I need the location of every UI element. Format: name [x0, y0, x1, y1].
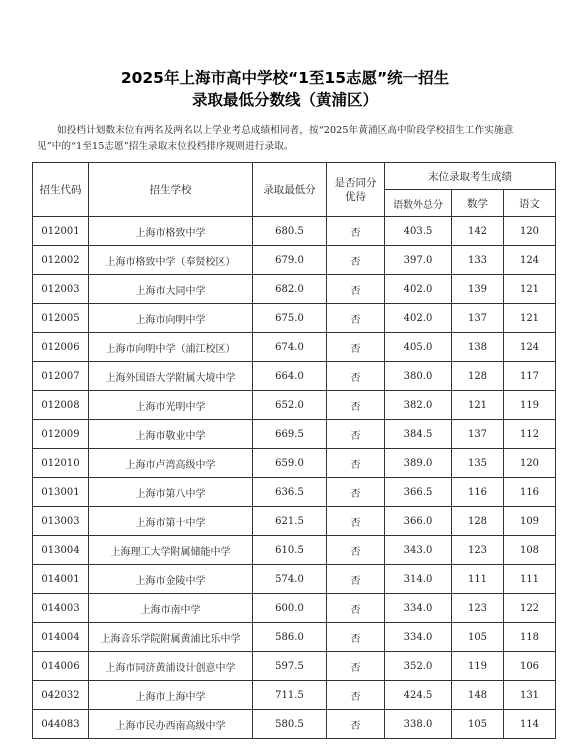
cell-school: 上海市同济黄浦设计创意中学 — [89, 652, 253, 681]
table-row — [33, 304, 556, 333]
cell-math: 148 — [452, 681, 504, 710]
cell-tie-preference: 否 — [327, 304, 385, 333]
cell-school: 上海外国语大学附属大境中学 — [89, 362, 253, 391]
table-row — [33, 536, 556, 565]
cell-tie-preference: 否 — [327, 565, 385, 594]
header-min-score: 录取最低分 — [253, 163, 327, 217]
table-row — [33, 217, 556, 246]
cell-chinese: 106 — [504, 652, 556, 681]
cell-tie-preference: 否 — [327, 275, 385, 304]
cell-min-score: 600.0 — [253, 594, 327, 623]
cell-total-ex-chinese: 402.0 — [385, 275, 452, 304]
table-row — [33, 449, 556, 478]
cell-code: 012010 — [33, 449, 89, 478]
cell-code: 012001 — [33, 217, 89, 246]
cell-tie-preference: 否 — [327, 420, 385, 449]
intro-paragraph: 如投档计划数末位有两名及两名以上学业考总成绩相同者，按“2025年黄浦区高中阶段学校招生工作实施意见”中的“1至15志愿”招生录取末位投档排序规则进行录取。 — [37, 125, 514, 152]
cell-min-score: 680.5 — [253, 217, 327, 246]
table-row — [33, 681, 556, 710]
cell-code: 014001 — [33, 565, 89, 594]
cell-math: 123 — [452, 536, 504, 565]
table-row — [33, 507, 556, 536]
header-code: 招生代码 — [33, 163, 89, 217]
cell-math: 119 — [452, 652, 504, 681]
cell-min-score: 652.0 — [253, 391, 327, 420]
cell-chinese: 122 — [504, 594, 556, 623]
cell-code: 013004 — [33, 536, 89, 565]
cell-total-ex-chinese: 314.0 — [385, 565, 452, 594]
cell-tie-preference: 否 — [327, 623, 385, 652]
table-row — [33, 420, 556, 449]
cell-tie-preference: 否 — [327, 391, 385, 420]
cell-min-score: 664.0 — [253, 362, 327, 391]
cell-chinese: 117 — [504, 362, 556, 391]
cell-math: 142 — [452, 217, 504, 246]
cell-total-ex-chinese: 338.0 — [385, 710, 452, 739]
cell-tie-preference: 否 — [327, 507, 385, 536]
cell-min-score: 610.5 — [253, 536, 327, 565]
cell-total-ex-chinese: 343.0 — [385, 536, 452, 565]
cell-min-score: 679.0 — [253, 246, 327, 275]
cell-chinese: 114 — [504, 710, 556, 739]
cell-math: 123 — [452, 594, 504, 623]
cell-chinese: 119 — [504, 391, 556, 420]
cell-code: 014003 — [33, 594, 89, 623]
cell-min-score: 711.5 — [253, 681, 327, 710]
cell-math: 138 — [452, 333, 504, 362]
document-title-line-2: 录取最低分数线（黄浦区） — [191, 91, 378, 109]
cell-min-score: 621.5 — [253, 507, 327, 536]
cell-total-ex-chinese: 384.5 — [385, 420, 452, 449]
cell-total-ex-chinese: 334.0 — [385, 623, 452, 652]
cell-math: 133 — [452, 246, 504, 275]
cell-tie-preference: 否 — [327, 594, 385, 623]
cell-chinese: 124 — [504, 246, 556, 275]
header-chinese: 语文 — [504, 190, 556, 217]
cell-total-ex-chinese: 382.0 — [385, 391, 452, 420]
cell-chinese: 111 — [504, 565, 556, 594]
cell-total-ex-chinese: 366.0 — [385, 507, 452, 536]
cell-chinese: 131 — [504, 681, 556, 710]
cell-chinese: 112 — [504, 420, 556, 449]
cell-tie-preference: 否 — [327, 449, 385, 478]
cell-total-ex-chinese: 380.0 — [385, 362, 452, 391]
cell-code: 012002 — [33, 246, 89, 275]
cell-math: 128 — [452, 362, 504, 391]
cell-total-ex-chinese: 397.0 — [385, 246, 452, 275]
table-row — [33, 710, 556, 739]
cell-total-ex-chinese: 424.5 — [385, 681, 452, 710]
cell-math: 105 — [452, 623, 504, 652]
cell-tie-preference: 否 — [327, 681, 385, 710]
header-math: 数学 — [452, 190, 504, 217]
cell-school: 上海市光明中学 — [89, 391, 253, 420]
cell-school: 上海市上海中学 — [89, 681, 253, 710]
cell-math: 139 — [452, 275, 504, 304]
cell-code: 012009 — [33, 420, 89, 449]
cell-math: 121 — [452, 391, 504, 420]
cell-tie-preference: 否 — [327, 710, 385, 739]
admission-score-table — [32, 162, 556, 739]
header-school: 招生学校 — [89, 163, 253, 217]
cell-chinese: 109 — [504, 507, 556, 536]
table-row — [33, 275, 556, 304]
cell-math: 135 — [452, 449, 504, 478]
cell-chinese: 108 — [504, 536, 556, 565]
cell-chinese: 121 — [504, 275, 556, 304]
cell-tie-preference: 否 — [327, 362, 385, 391]
cell-min-score: 580.5 — [253, 710, 327, 739]
cell-min-score: 597.5 — [253, 652, 327, 681]
cell-code: 012007 — [33, 362, 89, 391]
cell-chinese: 124 — [504, 333, 556, 362]
table-row — [33, 478, 556, 507]
cell-code: 012008 — [33, 391, 89, 420]
cell-code: 012003 — [33, 275, 89, 304]
cell-chinese: 120 — [504, 217, 556, 246]
cell-code: 014006 — [33, 652, 89, 681]
table-row — [33, 246, 556, 275]
cell-total-ex-chinese: 334.0 — [385, 594, 452, 623]
cell-school: 上海市卢湾高级中学 — [89, 449, 253, 478]
cell-tie-preference: 否 — [327, 246, 385, 275]
cell-math: 111 — [452, 565, 504, 594]
cell-school: 上海市大同中学 — [89, 275, 253, 304]
table-row — [33, 652, 556, 681]
cell-math: 137 — [452, 420, 504, 449]
table-row — [33, 594, 556, 623]
cell-tie-preference: 否 — [327, 217, 385, 246]
cell-min-score: 669.5 — [253, 420, 327, 449]
cell-chinese: 120 — [504, 449, 556, 478]
cell-code: 013001 — [33, 478, 89, 507]
table-body — [33, 217, 556, 739]
cell-code: 012005 — [33, 304, 89, 333]
header-tie-preference: 是否同分优待 — [327, 163, 385, 217]
cell-math: 105 — [452, 710, 504, 739]
cell-school: 上海音乐学院附属黄浦比乐中学 — [89, 623, 253, 652]
cell-math: 116 — [452, 478, 504, 507]
cell-school: 上海市南中学 — [89, 594, 253, 623]
document-title-line-1: 2025年上海市高中学校“1至15志愿”统一招生 — [120, 69, 450, 87]
table-row — [33, 565, 556, 594]
cell-school: 上海市敬业中学 — [89, 420, 253, 449]
cell-school: 上海市民办西南高级中学 — [89, 710, 253, 739]
cell-tie-preference: 否 — [327, 652, 385, 681]
cell-total-ex-chinese: 352.0 — [385, 652, 452, 681]
cell-school: 上海市格致中学 — [89, 217, 253, 246]
cell-math: 137 — [452, 304, 504, 333]
cell-code: 042032 — [33, 681, 89, 710]
cell-school: 上海市向明中学 — [89, 304, 253, 333]
cell-school: 上海理工大学附属储能中学 — [89, 536, 253, 565]
cell-tie-preference: 否 — [327, 536, 385, 565]
cell-code: 044083 — [33, 710, 89, 739]
cell-min-score: 586.0 — [253, 623, 327, 652]
cell-code: 013003 — [33, 507, 89, 536]
cell-school: 上海市向明中学（浦江校区） — [89, 333, 253, 362]
cell-total-ex-chinese: 389.0 — [385, 449, 452, 478]
cell-chinese: 118 — [504, 623, 556, 652]
cell-school: 上海市第八中学 — [89, 478, 253, 507]
cell-total-ex-chinese: 366.5 — [385, 478, 452, 507]
cell-school: 上海市格致中学（奉贤校区） — [89, 246, 253, 275]
cell-min-score: 674.0 — [253, 333, 327, 362]
cell-min-score: 636.5 — [253, 478, 327, 507]
cell-tie-preference: 否 — [327, 478, 385, 507]
table-row — [33, 362, 556, 391]
cell-min-score: 574.0 — [253, 565, 327, 594]
table-row — [33, 391, 556, 420]
cell-min-score: 659.0 — [253, 449, 327, 478]
cell-school: 上海市第十中学 — [89, 507, 253, 536]
cell-min-score: 682.0 — [253, 275, 327, 304]
cell-min-score: 675.0 — [253, 304, 327, 333]
cell-total-ex-chinese: 405.0 — [385, 333, 452, 362]
cell-code: 012006 — [33, 333, 89, 362]
cell-chinese: 116 — [504, 478, 556, 507]
cell-total-ex-chinese: 403.5 — [385, 217, 452, 246]
cell-chinese: 121 — [504, 304, 556, 333]
header-last-admitted-score: 末位录取考生成绩 — [385, 163, 556, 190]
table-row — [33, 623, 556, 652]
cell-code: 014004 — [33, 623, 89, 652]
cell-math: 128 — [452, 507, 504, 536]
header-total-ex-chinese: 语数外总分 — [385, 190, 452, 217]
cell-school: 上海市金陵中学 — [89, 565, 253, 594]
cell-tie-preference: 否 — [327, 333, 385, 362]
table-row — [33, 333, 556, 362]
cell-total-ex-chinese: 402.0 — [385, 304, 452, 333]
